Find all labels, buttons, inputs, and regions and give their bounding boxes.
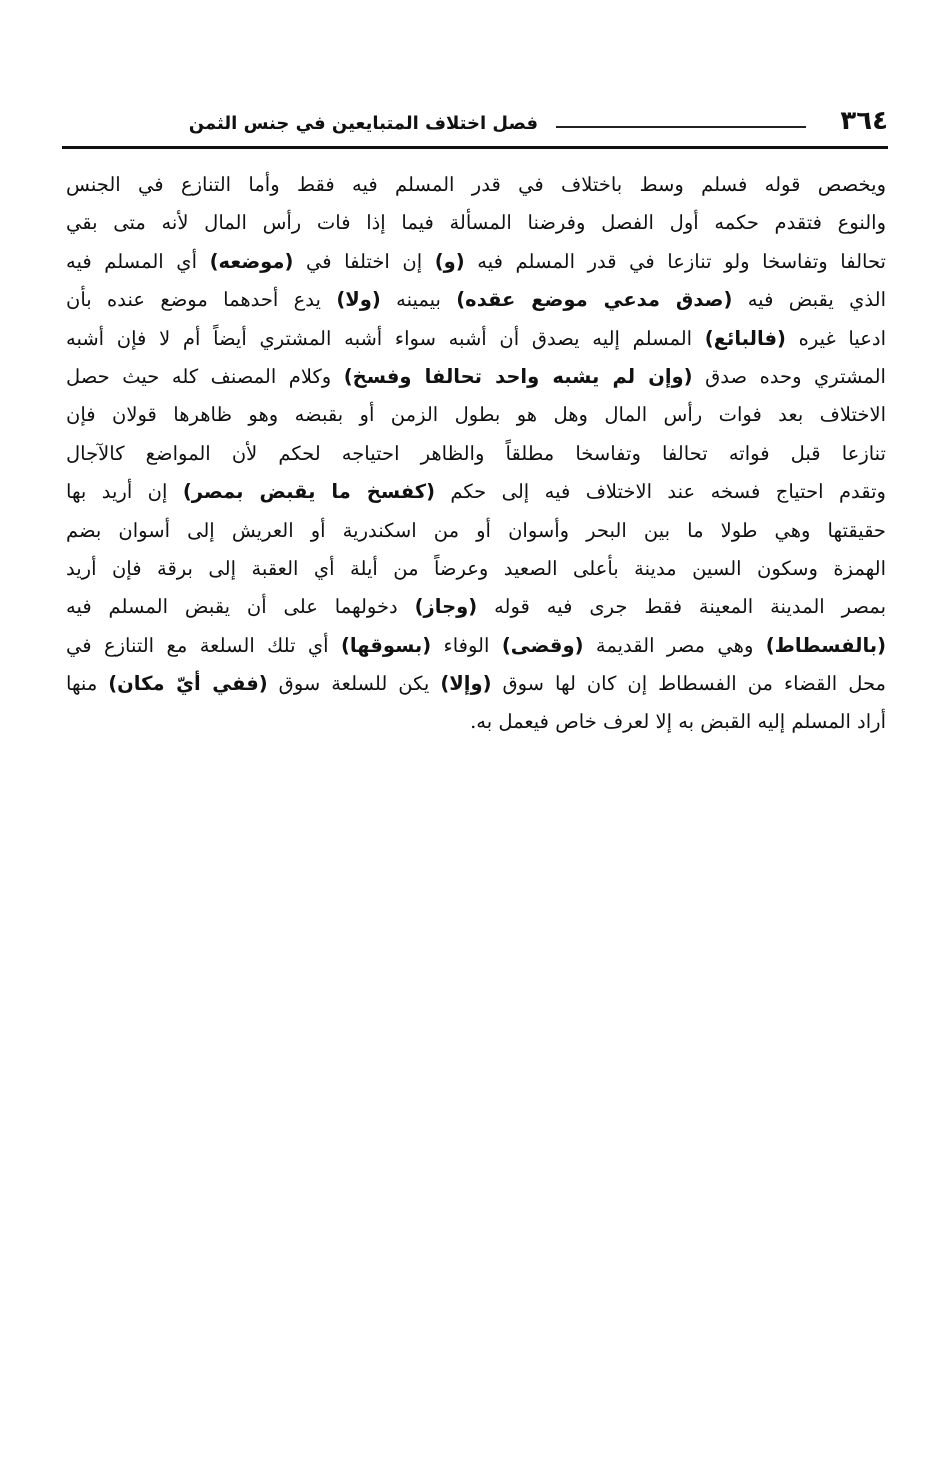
bold-matn-segment: (صدق مدعي موضع عقده) [456,288,733,312]
text-line [66,550,886,588]
text-line [66,627,886,665]
bold-matn-segment: (ففي أيّ مكان) [108,672,268,696]
bold-matn-segment: (فالبائع) [704,326,786,350]
text-segment: تنازعا قبل فواته تحالفا وتفاسخا مطلقاً والظاهر احتياجه لحكم لأن المواضع كالآجال [66,441,886,465]
text-segment: أراد المسلم إليه القبض به إلا لعرف خاص فيعمل به. [470,710,886,734]
bold-matn-segment: (بالفسطاط) [765,633,886,657]
text-segment: إن اختلفا في [293,249,435,273]
text-segment: المشتري وحده صدق [692,364,886,388]
text-line [66,588,886,626]
text-line [66,473,886,511]
text-segment: دخولهما على أن يقبض المسلم فيه [66,595,415,619]
text-line [66,320,886,358]
text-line [66,358,886,396]
text-segment: الذي يقبض فيه [732,288,886,312]
text-line [66,166,886,204]
bold-matn-segment: (موضعه) [209,249,294,273]
text-segment: يدع أحدهما موضع عنده بأن [66,288,337,312]
text-segment: والنوع فتقدم حكمه أول الفصل وفرضنا المسألة فيما إذا فات رأس المال لأنه متى بقي [66,211,886,235]
text-segment: تحالفا وتفاسخا ولو تنازعا في قدر المسلم فيه [464,249,886,273]
bold-matn-segment: (و) [434,249,465,273]
text-line [66,396,886,434]
bold-matn-segment: (ولا) [336,288,381,312]
header-dash-divider [556,126,806,128]
text-segment: أي المسلم فيه [66,249,210,273]
text-segment: بمصر المدينة المعينة فقط جرى فيه قوله [477,595,886,619]
text-line [66,281,886,319]
text-segment: منها [66,672,109,696]
text-line [66,204,886,242]
text-segment: الاختلاف بعد فوات رأس المال وهل هو بطول الزمن أو بقبضه وهو ظاهرها قولان فإن [66,403,886,427]
text-line [66,435,886,473]
text-segment: المسلم إليه يصدق أن أشبه سواء أشبه المشتري أيضاً أم لا فإن أشبه [66,326,705,350]
text-segment: الهمزة وسكون السين مدينة بأعلى الصعيد وعرضاً من أيلة أي العقبة إلى برقة فإن أريد [66,556,886,580]
bold-matn-segment: (بسوقها) [340,633,432,657]
bold-matn-segment: (وإلا) [440,672,492,696]
page-number: ٣٦٤ [840,106,888,136]
text-segment: ويخصص قوله فسلم وسط باختلاف في قدر المسلم فيه فقط وأما التنازع في الجنس [66,173,886,196]
text-segment: وتقدم احتياج فسخه عند الاختلاف فيه إلى حكم [434,480,886,504]
text-line [66,703,886,741]
text-segment: أي تلك السلعة مع التنازع في [66,633,341,657]
running-title: فصل اختلاف المتبايعين في جنس الثمن [188,113,538,134]
text-segment: ادعيا غيره [785,326,886,350]
body-text [66,166,886,742]
text-segment: وهي مصر القديمة [583,633,766,657]
page-header [62,104,888,146]
bold-matn-segment: (وإن لم يشبه واحد تحالفا وفسخ) [343,364,693,388]
text-line [66,665,886,703]
text-segment: يكن للسلعة سوق [267,672,441,696]
bold-matn-segment: (وقضى) [501,633,584,657]
text-segment: إن أريد بها [66,480,183,504]
text-line [66,243,886,281]
text-segment: وكلام المصنف كله حيث حصل [66,364,344,388]
text-segment: محل القضاء من الفسطاط إن كان لها سوق [491,672,886,696]
bold-matn-segment: (وجاز) [414,595,478,619]
text-line [66,512,886,550]
text-segment: الوفاء [431,633,502,657]
text-segment: بيمينه [380,288,457,312]
text-segment: حقيقتها وهي طولا ما بين البحر وأسوان أو من اسكندرية أو العريش إلى أسوان بضم [66,518,886,542]
bold-matn-segment: (كفسخ ما يقبض بمصر) [182,480,435,504]
header-rule [62,146,888,149]
